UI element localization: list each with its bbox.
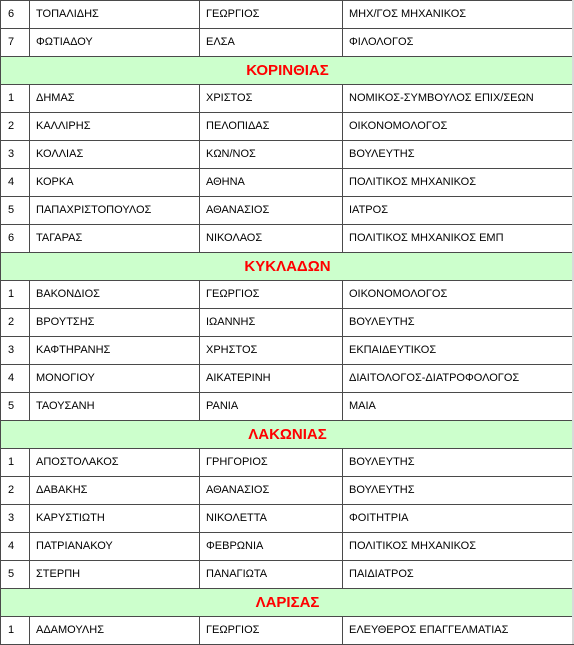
- first-name-cell[interactable]: ΙΩΑΝΝΗΣ: [200, 309, 343, 337]
- surname-cell[interactable]: ΜΟΝΟΓΙΟΥ: [30, 365, 200, 393]
- profession-cell[interactable]: ΒΟΥΛΕΥΤΗΣ: [343, 141, 574, 169]
- profession-cell[interactable]: ΜΑΙΑ: [343, 393, 574, 421]
- row-number-cell[interactable]: 4: [1, 169, 30, 197]
- row-number-cell[interactable]: 5: [1, 393, 30, 421]
- surname-cell[interactable]: ΠΑΠΑΧΡΙΣΤΟΠΟΥΛΟΣ: [30, 197, 200, 225]
- row-number-cell[interactable]: 2: [1, 309, 30, 337]
- first-name-cell[interactable]: ΓΕΩΡΓΙΟΣ: [200, 281, 343, 309]
- profession-cell[interactable]: ΒΟΥΛΕΥΤΗΣ: [343, 449, 574, 477]
- row-number-cell[interactable]: 1: [1, 85, 30, 113]
- candidate-row: [1, 533, 574, 561]
- profession-cell[interactable]: ΜΗΧ/ΓΟΣ ΜΗΧΑΝΙΚΟΣ: [343, 1, 574, 29]
- row-number-cell[interactable]: 1: [1, 617, 30, 645]
- surname-cell[interactable]: ΠΑΤΡΙΑΝΑΚΟΥ: [30, 533, 200, 561]
- row-number-cell[interactable]: 5: [1, 561, 30, 589]
- first-name-cell[interactable]: ΧΡΙΣΤΟΣ: [200, 85, 343, 113]
- candidate-row: [1, 113, 574, 141]
- surname-cell[interactable]: ΒΡΟΥΤΣΗΣ: [30, 309, 200, 337]
- surname-cell[interactable]: ΚΟΡΚΑ: [30, 169, 200, 197]
- profession-cell[interactable]: ΙΑΤΡΟΣ: [343, 197, 574, 225]
- candidate-row: [1, 225, 574, 253]
- first-name-cell[interactable]: ΕΛΣΑ: [200, 29, 343, 57]
- region-header-row: [1, 253, 574, 281]
- first-name-cell[interactable]: ΝΙΚΟΛΕΤΤΑ: [200, 505, 343, 533]
- candidate-row: [1, 85, 574, 113]
- region-header-row: [1, 421, 574, 449]
- candidate-row: [1, 197, 574, 225]
- profession-cell[interactable]: ΕΛΕΥΘΕΡΟΣ ΕΠΑΓΓΕΛΜΑΤΙΑΣ: [343, 617, 574, 645]
- row-number-cell[interactable]: 6: [1, 225, 30, 253]
- row-number-cell[interactable]: 5: [1, 197, 30, 225]
- first-name-cell[interactable]: ΠΑΝΑΓΙΩΤΑ: [200, 561, 343, 589]
- profession-cell[interactable]: ΦΙΛΟΛΟΓΟΣ: [343, 29, 574, 57]
- profession-cell[interactable]: ΠΟΛΙΤΙΚΟΣ ΜΗΧΑΝΙΚΟΣ: [343, 169, 574, 197]
- first-name-cell[interactable]: ΝΙΚΟΛΑΟΣ: [200, 225, 343, 253]
- surname-cell[interactable]: ΑΠΟΣΤΟΛΑΚΟΣ: [30, 449, 200, 477]
- profession-cell[interactable]: ΕΚΠΑΙΔΕΥΤΙΚΟΣ: [343, 337, 574, 365]
- candidate-row: [1, 337, 574, 365]
- first-name-cell[interactable]: ΧΡΗΣΤΟΣ: [200, 337, 343, 365]
- first-name-cell[interactable]: ΑΙΚΑΤΕΡΙΝΗ: [200, 365, 343, 393]
- candidate-row: [1, 1, 574, 29]
- surname-cell[interactable]: ΒΑΚΟΝΔΙΟΣ: [30, 281, 200, 309]
- row-number-cell[interactable]: 1: [1, 449, 30, 477]
- candidate-row: [1, 169, 574, 197]
- surname-cell[interactable]: ΔΑΒΑΚΗΣ: [30, 477, 200, 505]
- row-number-cell[interactable]: 4: [1, 365, 30, 393]
- region-title[interactable]: ΚΥΚΛΑΔΩΝ: [1, 253, 574, 281]
- row-number-cell[interactable]: 3: [1, 337, 30, 365]
- profession-cell[interactable]: ΒΟΥΛΕΥΤΗΣ: [343, 477, 574, 505]
- row-number-cell[interactable]: 6: [1, 1, 30, 29]
- row-number-cell[interactable]: 3: [1, 141, 30, 169]
- candidate-row: [1, 29, 574, 57]
- row-number-cell[interactable]: 7: [1, 29, 30, 57]
- surname-cell[interactable]: ΚΑΦΤΗΡΑΝΗΣ: [30, 337, 200, 365]
- region-title[interactable]: ΛΑΚΩΝΙΑΣ: [1, 421, 574, 449]
- candidate-row: [1, 281, 574, 309]
- surname-cell[interactable]: ΤΑΟΥΣΑΝΗ: [30, 393, 200, 421]
- row-number-cell[interactable]: 4: [1, 533, 30, 561]
- first-name-cell[interactable]: ΑΘΗΝΑ: [200, 169, 343, 197]
- surname-cell[interactable]: ΔΗΜΑΣ: [30, 85, 200, 113]
- profession-cell[interactable]: ΠΟΛΙΤΙΚΟΣ ΜΗΧΑΝΙΚΟΣ ΕΜΠ: [343, 225, 574, 253]
- first-name-cell[interactable]: ΓΕΩΡΓΙΟΣ: [200, 1, 343, 29]
- candidate-row: [1, 617, 574, 645]
- region-header-row: [1, 589, 574, 617]
- row-number-cell[interactable]: 2: [1, 113, 30, 141]
- profession-cell[interactable]: ΔΙΑΙΤΟΛΟΓΟΣ-ΔΙΑΤΡΟΦΟΛΟΓΟΣ: [343, 365, 574, 393]
- profession-cell[interactable]: ΦΟΙΤΗΤΡΙΑ: [343, 505, 574, 533]
- first-name-cell[interactable]: ΦΕΒΡΩΝΙΑ: [200, 533, 343, 561]
- surname-cell[interactable]: ΦΩΤΙΑΔΟΥ: [30, 29, 200, 57]
- surname-cell[interactable]: ΤΟΠΑΛΙΔΗΣ: [30, 1, 200, 29]
- first-name-cell[interactable]: ΓΕΩΡΓΙΟΣ: [200, 617, 343, 645]
- first-name-cell[interactable]: ΠΕΛΟΠΙΔΑΣ: [200, 113, 343, 141]
- candidate-row: [1, 365, 574, 393]
- candidate-row: [1, 309, 574, 337]
- first-name-cell[interactable]: ΚΩΝ/ΝΟΣ: [200, 141, 343, 169]
- candidate-row: [1, 141, 574, 169]
- profession-cell[interactable]: ΒΟΥΛΕΥΤΗΣ: [343, 309, 574, 337]
- surname-cell[interactable]: ΚΑΡΥΣΤΙΩΤΗ: [30, 505, 200, 533]
- candidate-row: [1, 561, 574, 589]
- candidate-row: [1, 393, 574, 421]
- profession-cell[interactable]: ΝΟΜΙΚΟΣ-ΣΥΜΒΟΥΛΟΣ ΕΠΙΧ/ΣΕΩΝ: [343, 85, 574, 113]
- first-name-cell[interactable]: ΑΘΑΝΑΣΙΟΣ: [200, 477, 343, 505]
- surname-cell[interactable]: ΚΑΛΛΙΡΗΣ: [30, 113, 200, 141]
- first-name-cell[interactable]: ΡΑΝΙΑ: [200, 393, 343, 421]
- candidate-row: [1, 477, 574, 505]
- surname-cell[interactable]: ΑΔΑΜΟΥΛΗΣ: [30, 617, 200, 645]
- region-title[interactable]: ΚΟΡΙΝΘΙΑΣ: [1, 57, 574, 85]
- candidate-row: [1, 505, 574, 533]
- region-title[interactable]: ΛΑΡΙΣΑΣ: [1, 589, 574, 617]
- profession-cell[interactable]: ΠΟΛΙΤΙΚΟΣ ΜΗΧΑΝΙΚΟΣ: [343, 533, 574, 561]
- profession-cell[interactable]: ΟΙΚΟΝΟΜΟΛΟΓΟΣ: [343, 281, 574, 309]
- row-number-cell[interactable]: 2: [1, 477, 30, 505]
- row-number-cell[interactable]: 3: [1, 505, 30, 533]
- surname-cell[interactable]: ΤΑΓΑΡΑΣ: [30, 225, 200, 253]
- surname-cell[interactable]: ΣΤΕΡΠΗ: [30, 561, 200, 589]
- first-name-cell[interactable]: ΑΘΑΝΑΣΙΟΣ: [200, 197, 343, 225]
- region-header-row: [1, 57, 574, 85]
- candidate-row: [1, 449, 574, 477]
- candidates-table-body: [1, 1, 574, 645]
- profession-cell[interactable]: ΠΑΙΔΙΑΤΡΟΣ: [343, 561, 574, 589]
- surname-cell[interactable]: ΚΟΛΛΙΑΣ: [30, 141, 200, 169]
- profession-cell[interactable]: ΟΙΚΟΝΟΜΟΛΟΓΟΣ: [343, 113, 574, 141]
- first-name-cell[interactable]: ΓΡΗΓΟΡΙΟΣ: [200, 449, 343, 477]
- row-number-cell[interactable]: 1: [1, 281, 30, 309]
